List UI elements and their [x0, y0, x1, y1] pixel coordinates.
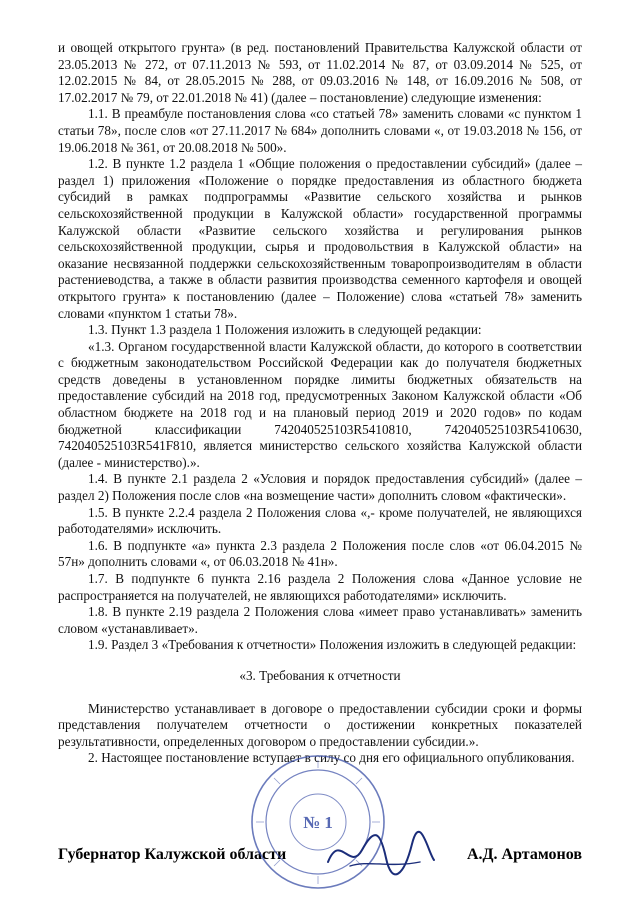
paragraph-1-6: 1.6. В подпункте «а» пункта 2.3 раздела 2 Положения после слов «от 06.04.2015 № 57н» дополнить словами «, от 06.03.2018 № 41н». — [58, 537, 582, 570]
signatory-name: А.Д. Артамонов — [466, 846, 582, 863]
signatory-position: Губернатор Калужской области — [58, 846, 287, 863]
paragraph-reporting: Министерство устанавливает в договоре о предоставлении субсидии сроки и формы представления получателем отчетности о достижении конкретных показателей результативности, определенных договором о предоставлении субсидии.». — [58, 700, 582, 749]
paragraph-1-3: 1.3. Пункт 1.3 раздела 1 Положения изложить в следующей редакции: — [88, 322, 482, 338]
paragraph-1-4: 1.4. В пункте 2.1 раздела 2 «Условия и порядок предоставления субсидий» (далее – раздел 2) Положения после слов «на возмещение части» дополнить словом «фактически». — [58, 471, 582, 504]
paragraph-1-2: 1.2. В пункте 1.2 раздела 1 «Общие положения о предоставлении субсидий» (далее – раздел 1) приложения «Положение о порядке предоставления из областного бюджета субсидий в рамках подпрограммы «Развитие сельского хозяйства и рынков сельскохозяйственной продукции в Калужской области» государственной программы Калужской области «Развитие сельского хозяйства и регулирования рынков сельскохозяйственной продукции, сырья и продовольствия в Калужской области» на оказание несвязанной поддержки сельскохозяйственным товаропроизводителям в области растениеводства, а также в области развития производства семенного картофеля и овощей открытого грунта» к постановлению (далее – Положение) слова «статьей 78» заменить словами «пунктом 1 статьи 78». — [58, 156, 582, 321]
paragraph-1-1: 1.1. В преамбуле постановления слова «со статьей 78» заменить словами «с пунктом 1 статьи 78», после слов «от 27.11.2017 № 684» дополнить словами «, от 19.03.2018 № 156, от 19.06.2018 № 361, от 20.08.2018 № 500». — [58, 106, 582, 155]
paragraph-1-5: 1.5. В пункте 2.2.4 раздела 2 Положения слова «,- кроме получателей, не являющихся работодателями» исключить. — [58, 504, 582, 537]
paragraph-1-9: 1.9. Раздел 3 «Требования к отчетности» Положения изложить в следующей редакции: — [88, 637, 577, 653]
handwritten-signature — [320, 822, 440, 882]
paragraph-intro: и овощей открытого грунта» (в ред. постановлений Правительства Калужской области от 23.05.2013 № 272, от 07.11.2013 № 593, от 11.02.2014 № 87, от 03.09.2014 № 525, от 12.02.2015 № 84, от 28.05.2015 № 288, от 09.03.2016 № 148, от 16.09.2016 № 508, от 17.02.2017 № 79, от 22.01.2018 № 41) (далее – постановление) следующие изменения: — [58, 40, 582, 105]
paragraph-1-7: 1.7. В подпункте 6 пункта 2.16 раздела 2 Положения слова «Данное условие не распространяется на получателей, не являющихся работодателями» исключить. — [58, 571, 582, 603]
paragraph-final: 2. Настоящее постановление вступает в силу со дня его официального опубликования. — [88, 750, 575, 766]
paragraph-1-8: 1.8. В пункте 2.19 раздела 2 Положения слова «имеет право устанавливать» заменить словом «устанавливает». — [58, 604, 582, 636]
paragraph-1-3-text: «1.3. Органом государственной власти Калужской области, до которого в соответствии с бюджетным законодательством Российской Федерации как до получателя бюджетных средств доведены в установленном порядке лимиты бюджетных обязательств на предоставление субсидий на 2018 год, предусмотренных Законом Калужской области «Об областном бюджете на 2018 год и на плановый период 2019 и 2020 годов» по кодам бюджетной классификации 742040525103R5410810, 742040525103R5410630, 742040525103R541F810, является министерство сельского хозяйства Калужской области (далее - министерство).». — [58, 338, 582, 470]
stamp-number: № 1 — [303, 813, 333, 832]
section-heading: «3. Требования к отчетности — [239, 667, 401, 683]
